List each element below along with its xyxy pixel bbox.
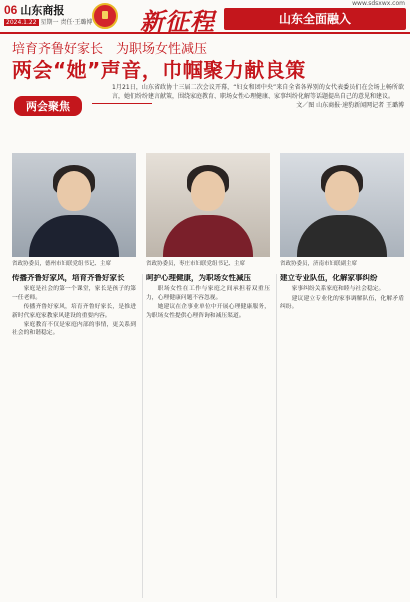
lead-text: 1月21日，山东省政协十三届二次会议开幕，“妇女和团中央”来自全省各界别的女代表委员们在会场上畅所欲言，她们纷纷建言献策，围绕家庭教育、职场女性心理健康、家事纠纷化解等话题提出自己的意见和建议。: [112, 84, 404, 100]
paragraph: 职场女性在工作与家庭之间承担着双重压力，心理健康问题不容忽视。: [146, 286, 270, 301]
column-2: [146, 274, 270, 598]
section-logo: 新征程: [140, 7, 215, 36]
photo-caption-1: 省政协委员，德州市妇联党组书记、主席: [12, 261, 112, 267]
paper-name: 山东商报: [20, 5, 65, 17]
issue-date-extra: 星期一 责任·王璐博: [40, 19, 93, 26]
portrait-photo-2: [146, 153, 270, 257]
column-3: [280, 274, 404, 598]
paragraph: 传播齐鲁好家风，培育齐鲁好家长，是推进新时代家庭家教家风建设的重要内容。: [12, 304, 136, 319]
photo-row: [12, 153, 404, 268]
section-tag: 两会聚焦: [14, 96, 82, 116]
column-1: [12, 274, 136, 598]
subhead-3: 建立专业队伍，化解家事纠纷: [280, 274, 378, 282]
byline: 文／图 山东商报·速豹新闻网记者 王璐博: [296, 102, 404, 110]
headline-title: 两会“她”声音，巾帼聚力献良策: [12, 58, 306, 82]
issue-date: 2024.1.22: [6, 19, 37, 26]
page-header: [0, 0, 410, 34]
section-banner: 山东全面融入: [224, 8, 406, 30]
subhead-1: 传播齐鲁好家风，培育齐鲁好家长: [12, 274, 125, 282]
page-number: [4, 2, 64, 18]
paragraph: 她建议在企事业单位中开展心理健康服务，为职场女性提供心理咨询和减压渠道。: [146, 304, 270, 319]
paragraph: 建议建立专业化的家事调解队伍，化解矛盾纠纷。: [280, 295, 404, 311]
portrait-photo-1: [12, 153, 136, 257]
headline-kicker: 培育齐鲁好家长 为职场女性减压: [12, 42, 208, 57]
paragraph: 家庭教育不仅是家庭内部的事情，更关系到社会的和谐稳定。: [12, 322, 136, 337]
website-url: www.sdsxwx.com: [352, 0, 405, 7]
page-number-value: 06: [4, 3, 18, 17]
party-emblem-icon: [92, 3, 118, 29]
paragraph: 家事纠纷关系家庭和睦与社会稳定。: [291, 286, 385, 293]
lead-paragraph: [112, 84, 404, 111]
photo-caption-2: 省政协委员，枣庄市妇联党组书记、主席: [146, 261, 246, 267]
date-box: [4, 17, 92, 26]
column-divider: [142, 274, 143, 598]
article-body: [12, 274, 404, 598]
portrait-photo-3: [280, 153, 404, 257]
column-divider: [276, 274, 277, 598]
paragraph: 家庭是社会的第一个课堂，家长是孩子的第一任老师。: [12, 286, 136, 301]
subhead-2: 呵护心理健康，为职场女性减压: [146, 274, 251, 282]
photo-caption-3: 省政协委员，济南市妇联副主席: [280, 261, 358, 267]
